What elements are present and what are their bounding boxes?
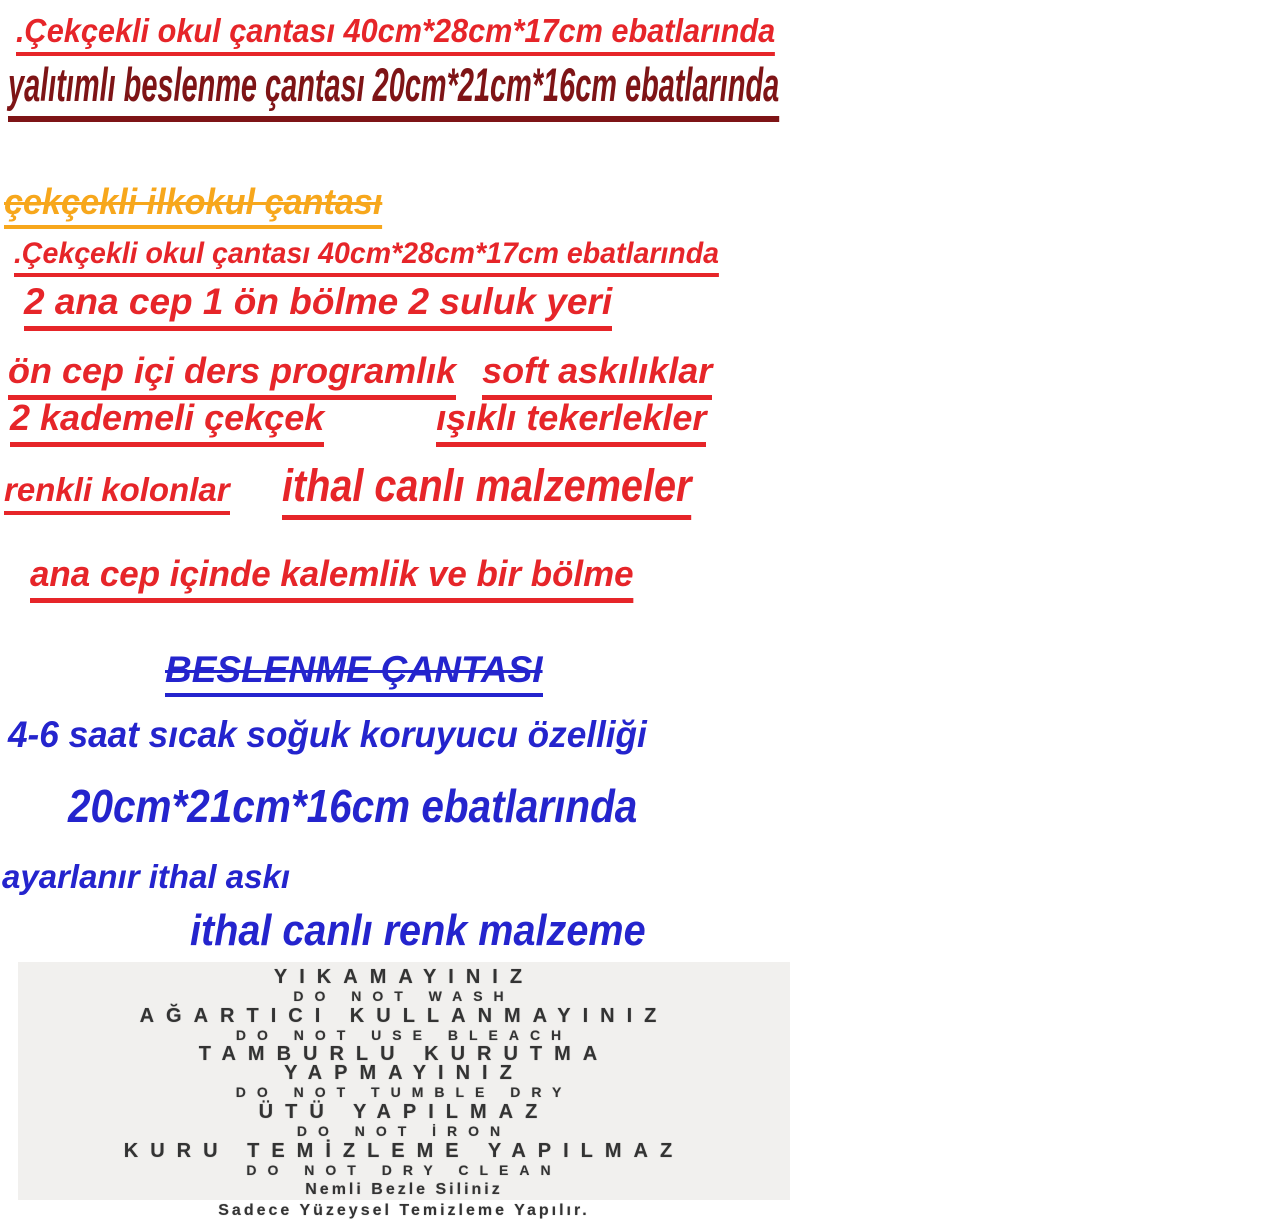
care-wash-en: DO NOT WASH [293, 988, 515, 1004]
lunch-bag-size-line [68, 779, 715, 833]
care-item-bleach [18, 1006, 790, 1042]
front-pocket-text: ön cep içi ders programlık [8, 350, 456, 400]
care-tumble-en: DO NOT TUMBLE DRY [235, 1084, 573, 1100]
trolley-wheels-line [10, 397, 706, 447]
lunch-bag-dimensions-text: yalıtımlı beslenme çantası 20cm*21cm*16cm ebatlarında [8, 57, 779, 122]
wheels-text: ışıklı tekerlekler [436, 397, 706, 447]
care-item-tumble-dry [18, 1045, 790, 1099]
lunch-bag-heading-text: BESLENME ÇANTASI [165, 649, 543, 697]
category-heading [4, 181, 402, 229]
main-pocket-text: ana cep içinde kalemlik ve bir bölme [30, 553, 634, 603]
trolley-text: 2 kademeli çekçek [10, 397, 324, 447]
care-wash-tr: YIKAMAYINIZ [273, 966, 535, 988]
straps-text: soft askılıklar [482, 350, 712, 400]
care-bleach-tr: AĞARTICI KULLANMAYINIZ [139, 1005, 669, 1027]
care-dryclean-en: DO NOT DRY CLEAN [246, 1162, 562, 1178]
webbing-text: renkli kolonlar [4, 471, 230, 515]
lunch-bag-size-text: 20cm*21cm*16cm ebatlarında [68, 780, 638, 832]
compartments-line [24, 281, 612, 331]
front-pocket-straps-line [8, 350, 712, 400]
lunch-material-line [190, 906, 696, 956]
care-note-wipe: Nemli Bezle Siliniz [305, 1181, 503, 1198]
main-pocket-line [30, 553, 652, 603]
care-item-wash [18, 967, 790, 1003]
strap-line [2, 858, 290, 896]
school-bag-title-text: .Çekçekli okul çantası 40cm*28cm*17cm ebatlarında [16, 12, 775, 56]
compartments-text: 2 ana cep 1 ön bölme 2 suluk yeri [24, 281, 612, 331]
school-bag-size-text: .Çekçekli okul çantası 40cm*28cm*17cm ebatlarında [14, 237, 719, 277]
care-item-dry-clean [18, 1141, 790, 1177]
insulation-line [8, 714, 680, 756]
care-instructions-label [18, 962, 790, 1219]
strap-text: ayarlanır ithal askı [2, 858, 290, 895]
webbing-materials-line [4, 460, 747, 520]
care-iron-tr: ÜTÜ YAPILMAZ [258, 1101, 550, 1123]
lunch-bag-heading [165, 649, 543, 697]
lunch-bag-dimensions-line [8, 57, 1262, 122]
insulation-text: 4-6 saat sıcak soğuk koruyucu özelliği [8, 714, 647, 755]
care-iron-en: DO NOT İRON [296, 1123, 512, 1139]
school-bag-title [16, 12, 832, 56]
care-item-iron [18, 1102, 790, 1138]
care-tumble-tr: TAMBURLU KURUTMA YAPMAYINIZ [198, 1043, 610, 1084]
category-heading-text: çekçekli ilkokul çantası [4, 181, 382, 229]
materials-text: ithal canlı malzemeler [282, 460, 691, 520]
lunch-material-text: ithal canlı renk malzeme [190, 906, 646, 955]
school-bag-size-line [14, 237, 756, 277]
care-bleach-en: DO NOT USE BLEACH [235, 1027, 573, 1043]
care-note-surface: Sadece Yüzeysel Temizleme Yapılır. [218, 1202, 590, 1219]
care-dryclean-tr: KURU TEMİZLEME YAPILMAZ [123, 1140, 685, 1162]
